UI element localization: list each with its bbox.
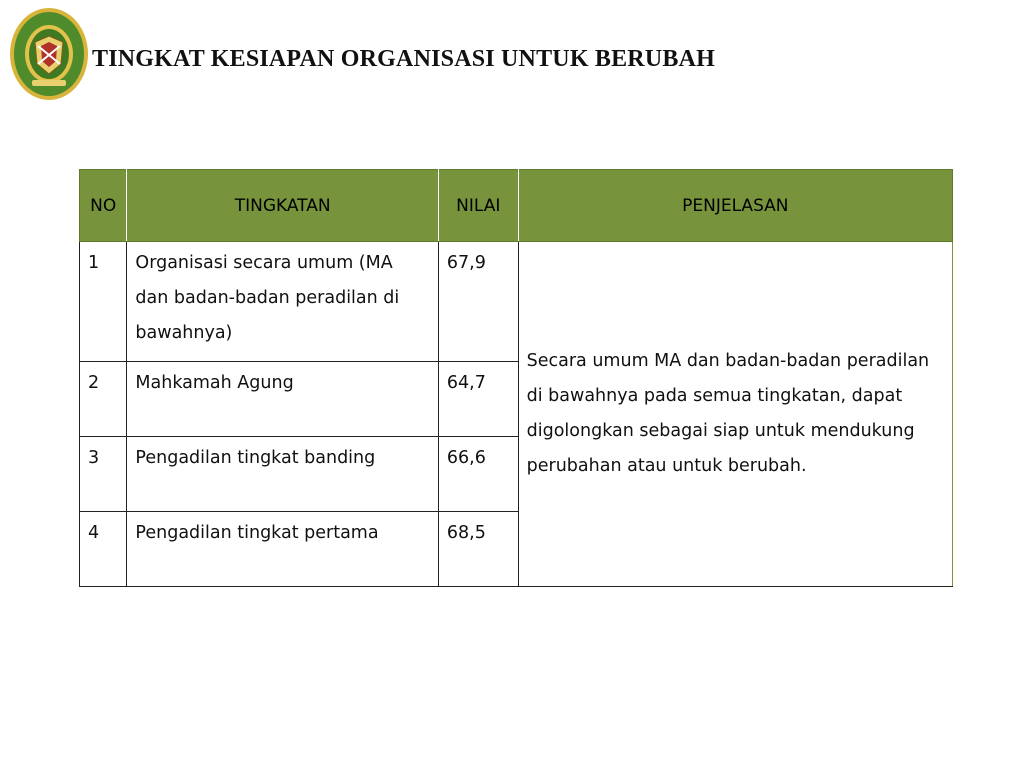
cell-nilai: 68,5 (438, 512, 518, 587)
cell-tingkatan: Pengadilan tingkat banding (127, 437, 438, 512)
header-penjelasan: PENJELASAN (518, 170, 952, 242)
readiness-table (79, 169, 953, 587)
table-row (80, 242, 953, 362)
cell-nilai: 67,9 (438, 242, 518, 362)
cell-tingkatan: Organisasi secara umum (MA dan badan-badan peradilan di bawahnya) (127, 242, 438, 362)
cell-no: 4 (80, 512, 127, 587)
table-header-row (80, 170, 953, 242)
mahkamah-agung-logo (8, 6, 90, 102)
cell-tingkatan: Mahkamah Agung (127, 362, 438, 437)
cell-no: 2 (80, 362, 127, 437)
header-no: NO (80, 170, 127, 242)
page-title: TINGKAT KESIAPAN ORGANISASI UNTUK BERUBAH (92, 46, 715, 72)
cell-nilai: 64,7 (438, 362, 518, 437)
cell-no: 1 (80, 242, 127, 362)
header-tingkatan: TINGKATAN (127, 170, 438, 242)
cell-no: 3 (80, 437, 127, 512)
cell-nilai: 66,6 (438, 437, 518, 512)
header-nilai: NILAI (438, 170, 518, 242)
cell-penjelasan: Secara umum MA dan badan-badan peradilan di bawahnya pada semua tingkatan, dapat digolongkan sebagai siap untuk mendukung perubahan atau untuk berubah. (518, 242, 952, 587)
cell-tingkatan: Pengadilan tingkat pertama (127, 512, 438, 587)
